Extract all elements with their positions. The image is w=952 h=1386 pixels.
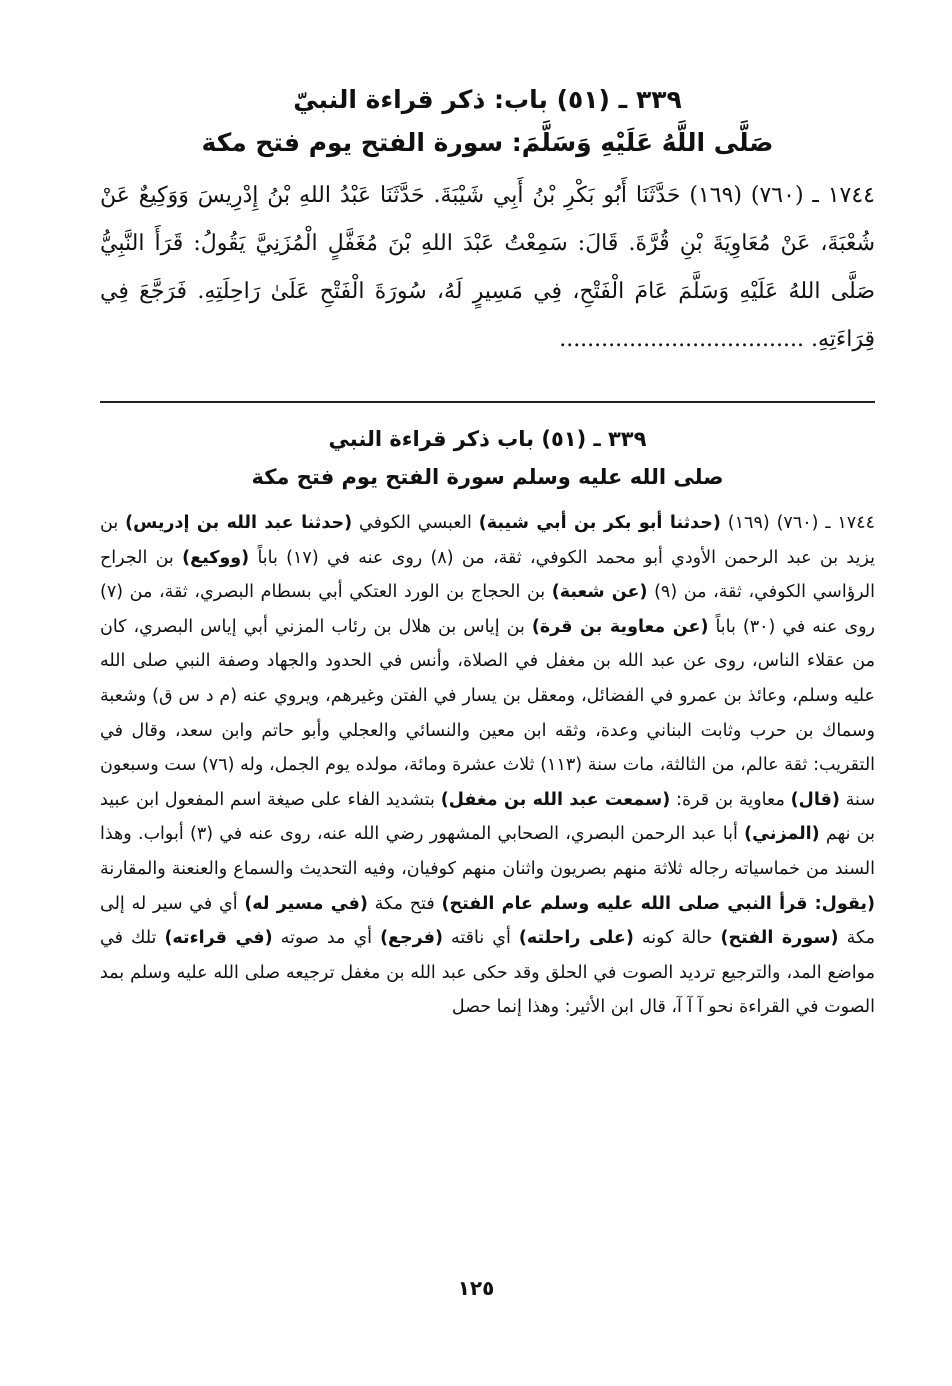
commentary-run: أبا عبد الرحمن البصري، الصحابي المشهور رضي الله عنه، روى عنه في (٣) أبواب. وهذا السند من خماسياته رجاله ثلاثة منهم بصريون واثنان منهم كوفيان، وفيه التحديث والسماع والعنعنة والمقارنة: [100, 824, 875, 879]
commentary-quote: (عن شعبة): [551, 582, 648, 603]
commentary-run: أي في سير له إلى مكة: [100, 893, 875, 949]
hadith-dots: ...................................: [559, 327, 804, 352]
matn-section: [100, 78, 875, 364]
commentary-quote: (حدثنا أبو بكر بن أبي شيبة): [478, 513, 721, 533]
commentary-run: أي مد صوته: [272, 928, 381, 949]
commentary-heading-line-2: صلى الله عليه وسلم سورة الفتح يوم فتح مكة: [251, 465, 724, 489]
hadith-text: [100, 172, 875, 364]
commentary-run: حالة كونه: [633, 928, 721, 949]
section-divider: [100, 401, 875, 403]
chapter-heading-line-1: ٣٣٩ ـ (٥١) باب: ذكر قراءة النبيّ: [293, 85, 682, 114]
commentary-run: بن إياس بن هلال بن رئاب المزني أبي إياس البصري، كان من عقلاء الناس، روى عن عبد الله بن مغفل في الصلاة، وأنس في الحدود والجهاد وصفة النبي صلى الله عليه وسلم، وعائذ بن عمرو في الفضائل، ومعقل بن يسار في الفتن وغيرهم، ويروي عنه (م د س ق) وشعبة وسماك بن حرب وثابت البناني وعدة، وثقه ابن معين والنسائي والعجلي وأبو حاتم وابن سعد، وقال في التقريب: ثقة عالم، من الثالثة، مات سنة (١١٣) ثلاث عشرة ومائة، مولده يوم الجمل، وله (٧٦) ست وسبعون سنة: [100, 616, 876, 810]
commentary-quote: (المزني): [744, 824, 820, 845]
commentary-quote: (حدثنا عبد الله بن إدريس): [125, 513, 353, 533]
commentary-quote: (فرجع): [380, 928, 443, 949]
commentary-run: بن يزيد بن عبد الرحمن الأودي أبو محمد الكوفي، ثقة، من (٨) روى عنه في (١٧) باباً: [100, 513, 876, 568]
commentary-quote: (سورة الفتح): [720, 928, 839, 949]
commentary-quote: (في قراءته): [164, 928, 273, 949]
commentary-run: بن الحجاج بن الورد العتكي أبي بسطام البصري، ثقة، من (٧) روى عنه في (٣٠) باباً: [100, 582, 875, 637]
commentary-quote: (يقول: قرأ النبي صلى الله عليه وسلم عام الفتح): [441, 893, 876, 914]
commentary-run: العبسي الكوفي: [352, 513, 479, 533]
commentary-quote: (على راحلته): [518, 928, 634, 949]
commentary-quote: (قال): [790, 789, 840, 810]
commentary-quote: (في مسير له): [244, 893, 368, 914]
commentary-text: [100, 506, 875, 1025]
commentary-run: بتشديد الفاء على صيغة اسم المفعول ابن عبيد بن نهم: [100, 789, 875, 845]
hadith-body: ١٧٤٤ ـ (٧٦٠) (١٦٩) حَدَّثَنَا أَبُو بَكْرِ بْنُ أَبِي شَيْبَةَ. حَدَّثَنَا عَبْدُ اللهِ بْنُ إِدْرِيسَ وَوَكِيعٌ عَنْ شُعْبَةَ، عَنْ مُعَاوِيَةَ بْنِ قُرَّةَ. قَالَ: سَمِعْتُ عَبْدَ اللهِ بْنَ مُغَفَّلٍ الْمُزَنِيَّ يَقُولُ: قَرَأَ النَّبِيُّ صَلَّى اللهُ عَلَيْهِ وَسَلَّمَ عَامَ الْفَتْحِ، فِي مَسِيرٍ لَهُ، سُورَةَ الْفَتْحِ عَلَىٰ رَاحِلَتِهِ. فَرَجَّعَ فِي قِرَاءَتِهِ.: [100, 183, 875, 352]
commentary-run: بن الجراح الرؤاسي الكوفي، ثقة، من (٩): [100, 547, 875, 603]
page-number: ١٢٥: [457, 1276, 495, 1300]
commentary-run: معاوية بن قرة:: [670, 789, 791, 810]
commentary-section: [100, 420, 875, 1025]
commentary-run: أي ناقته: [442, 928, 519, 949]
commentary-heading-line-1: ٣٣٩ ـ (٥١) باب ذكر قراءة النبي: [328, 427, 647, 451]
chapter-heading-line-2: صَلَّى اللَّهُ عَلَيْهِ وَسَلَّمَ: سورة الفتح يوم فتح مكة: [201, 128, 774, 157]
commentary-run: فتح مكة: [367, 893, 442, 914]
commentary-quote: (عن معاوية بن قرة): [531, 616, 709, 637]
commentary-run: تلك في مواضع المد، والترجيع ترديد الصوت في الحلق وقد حكى عبد الله بن مغفل ترجيعه صلى الله عليه وسلم بمد الصوت في القراءة نحو آ آ آ، قال ابن الأثير: وهذا إنما حصل: [100, 928, 875, 1018]
commentary-run: ١٧٤٤ ـ (٧٦٠) (١٦٩): [720, 513, 876, 533]
commentary-quote: (سمعت عبد الله بن مغفل): [440, 789, 671, 810]
commentary-quote: (ووكيع): [182, 547, 250, 568]
